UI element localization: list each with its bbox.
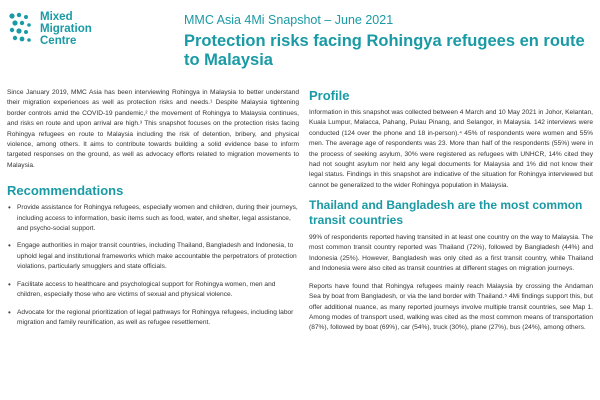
logo-line-3: Centre (40, 34, 77, 47)
page-title: Protection risks facing Rohingya refugees en route to Malaysia (184, 32, 585, 69)
recommendation-item: • Advocate for the regional prioritization of legal pathways for Rohingya refugees, including labor migration and family reunification, as well as refugee resettlement. (7, 308, 299, 329)
page-header (0, 0, 600, 82)
left-column (7, 88, 299, 335)
transit-paragraph-1: 99% of respondents reported having transited in at least one country on the way to Malaysia. The most common transit country reported was Thailand (72%), followed by Bangladesh (44%) and Indonesia (25%). However, Bangladesh was only cited as a first transit country, while Thailand and Indonesia were also cited as transit countries at different stages on migration journeys. (309, 234, 593, 273)
transit-heading: Thailand and Bangladesh are the most common transit countries (309, 198, 583, 227)
profile-paragraph: Information in this snapshot was collected between 4 March and 10 May 2021 in Johor, Kelantan, Kuala Lumpur, Malacca, Pahang, Pulau Pinang, and Selangor, in Malaysia. 142 interviews were conducted (124 over the phone and 18 in-person).⁴ 45% of respondents were women and 55% men. The average age of respondents was 23. More than half of the respondents (55%) were in the process of seeking asylum, 30% were registered as refugees with UNHCR, 14% cited they had not sought asylum nor held any legal documents for Malaysia and 1% did not know their legal status. Findings in this snapshot are indicative of the situation for Rohingya interviewed but cannot be generalized to the wider Rohingya population in Malaysia. (309, 109, 593, 189)
recommendations-list (7, 203, 299, 328)
transit-paragraph-2: Reports have found that Rohingya refugees mainly reach Malaysia by crossing the Andaman Sea by boat from Bangladesh, or via the land border with Thailand.⁵ 4Mi findings support this, but offer additional nuance, as many reported journeys involve multiple transit countries, see Map 1. Among modes of transport used, walking was cited as the most common means of transportation (87%), followed by boat (69%), car (54%), truck (30%), plane (27%), bus (24%), among others. (309, 282, 593, 332)
logo-line-2: Migration (40, 22, 92, 35)
recommendation-item: • Engage authorities in major transit countries, including Thailand, Bangladesh and Indonesia, to uphold legal and institutional frameworks which make accountable the perpetrators of protection violations, particularly smugglers and state officials. (7, 241, 299, 272)
recommendations-heading: Recommendations (7, 183, 124, 199)
profile-heading: Profile (309, 88, 350, 103)
mmc-logo (8, 10, 128, 60)
right-column (309, 88, 593, 341)
logo-wordmark (40, 12, 92, 47)
snapshot-label: MMC Asia 4Mi Snapshot – June 2021 (184, 13, 394, 27)
logo-line-1: Mixed (40, 11, 73, 23)
recommendation-item: • Provide assistance for Rohingya refugees, especially women and children, during their journeys, including access to information, basic items such as food, water, and shelter, legal assistance, and psycho-social support. (7, 203, 299, 234)
recommendation-item: • Facilitate access to healthcare and psychological support for Rohingya women, men and children, especially those who are victims of sexual and physical violence. (7, 280, 299, 301)
intro-paragraph: Since January 2019, MMC Asia has been interviewing Rohingya in Malaysia to better understand their migration experiences as well as protection risks and needs.¹ Despite Malaysia tightening border controls amid the COVID-19 pandemic,² the movement of Rohingya to Malaysia continues, and risks en route and upon arrival are high.³ This snapshot focuses on the protection risks facing Rohingya refugees en route to Malaysia including the risk of detention, bribery, and physical violence, among others. It aims to contribute towards building a solid evidence base to inform targeted responses on the ground, as well as advocacy efforts related to migration movements to Malaysia. (7, 89, 299, 169)
mmc-logo-icon (8, 12, 34, 46)
